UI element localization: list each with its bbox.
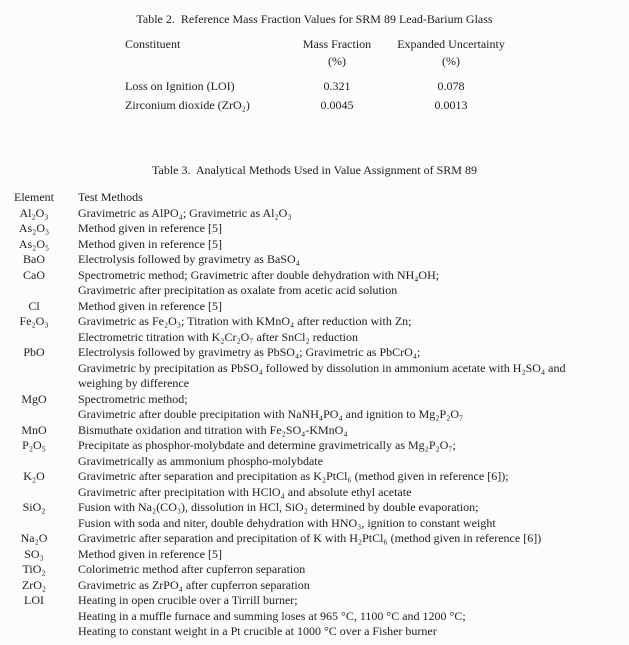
test-method-line: Heating to constant weight in a Pt crucible at 1000 °C over a Fisher burner (78, 624, 437, 638)
test-methods-cell (78, 206, 629, 222)
table2-row-constituent: Loss on Ignition (LOI) (125, 79, 235, 93)
element-symbol: As₂O₅ (18, 236, 50, 251)
test-methods-cell (78, 221, 629, 237)
test-methods-cell (78, 345, 629, 392)
test-method-line: Gravimetric after precipitation as oxalate from acetic acid solution (78, 283, 398, 297)
test-method-line: Gravimetric as Fe₂O₃; Titration with KMnO₄ after reduction with Zn; (78, 314, 412, 328)
test-methods-cell (78, 562, 629, 578)
test-methods-cell (78, 299, 629, 315)
element-symbol: BaO (23, 252, 45, 266)
test-methods-cell (78, 547, 629, 563)
test-methods-cell (78, 423, 629, 439)
table2-unit-blank (125, 53, 282, 70)
table3-column-header-test-methods: Test Methods (78, 190, 143, 204)
element-symbol: As₂O₃ (18, 221, 50, 235)
test-method-line: Gravimetric as ZrPO₄ after cupferron separation (78, 577, 310, 592)
element-symbol: P₂O₅ (22, 438, 46, 452)
test-method-line: Gravimetric after separation and precipitation as K₂PtCl₆ (method given in reference [6]); (78, 469, 509, 483)
table2-column-header-constituent: Constituent (125, 37, 181, 51)
table2-row-constituent: Zirconium dioxide (ZrO₂) (125, 98, 250, 112)
test-methods-cell (78, 438, 629, 469)
element-symbol: LOI (24, 593, 44, 607)
table2-unit-mass-fraction: (%) (328, 54, 346, 68)
element-symbol: Al₂O₃ (19, 205, 49, 220)
test-method-line: Fusion with soda and niter, double dehydration with HNO₃, ignition to constant weight (78, 515, 496, 530)
table2-title: Table 2. Reference Mass Fraction Values for SRM 89 Lead-Barium Glass (136, 12, 493, 26)
test-method-line: Gravimetric after double precipitation with NaNH₄PO₄ and ignition to Mg₂P₂O₇ (78, 407, 464, 421)
element-symbol: K₂O (23, 469, 45, 483)
test-methods-cell (78, 531, 629, 547)
element-symbol: SiO₂ (22, 500, 46, 514)
test-methods-cell (78, 392, 629, 423)
element-symbol: PbO (23, 345, 45, 359)
table2-unit-expanded-uncertainty: (%) (442, 54, 460, 68)
test-method-line: Method given in reference [5] (78, 236, 222, 251)
test-method-line: Gravimetric after precipitation with HClO₄ and absolute ethyl acetate (78, 484, 412, 499)
test-methods-cell (78, 268, 629, 299)
test-method-line: Gravimetric after separation and precipitation of K with H₂PtCl₆ (method given in reference [6]) (78, 531, 542, 545)
element-symbol: CaO (23, 267, 45, 282)
element-symbol: Na₂O (20, 531, 48, 545)
element-symbol: SO₃ (24, 546, 44, 561)
test-method-line: Method given in reference [5] (78, 221, 222, 235)
test-method-line: Heating in a muffle furnace and summing loses at 965 °C, 1100 °C and 1200 °C; (78, 608, 466, 623)
table2-row-expanded-uncertainty: 0.0013 (434, 98, 468, 112)
test-methods-cell (78, 593, 629, 640)
element-symbol: TiO₂ (22, 562, 46, 576)
test-methods-cell (78, 500, 629, 531)
test-methods-cell (78, 252, 629, 268)
table2-row-mass-fraction: 0.321 (323, 79, 351, 93)
table2-column-header-expanded-uncertainty: Expanded Uncertainty (397, 37, 505, 51)
table3-analytical-methods (0, 190, 629, 640)
element-symbol: MnO (21, 422, 47, 437)
test-method-line: weighing by difference (78, 376, 190, 390)
test-method-line: Gravimetric by precipitation as PbSO₄ followed by dissolution in ammonium acetate with H₂SO₄ and (78, 360, 566, 375)
test-methods-cell (78, 314, 629, 345)
table2-row-expanded-uncertainty: 0.078 (437, 79, 465, 93)
test-method-line: Gravimetric as AlPO₄; Gravimetric as Al₂O₃ (78, 205, 292, 220)
table2-spacer (125, 70, 510, 77)
table2-row-mass-fraction: 0.0045 (320, 98, 354, 112)
element-symbol: Fe₂O₃ (19, 314, 49, 328)
test-method-line: Bismuthate oxidation and titration with Fe₂SO₄-KMnO₄ (78, 422, 348, 437)
test-method-line: Method given in reference [5] (78, 546, 222, 561)
test-methods-cell (78, 578, 629, 594)
table2-reference-values (125, 36, 510, 115)
test-method-line: Electrolysis followed by gravimetry as PbSO₄; Gravimetric as PbCrO₄; (78, 345, 421, 359)
element-symbol: Cl (28, 298, 40, 313)
test-method-line: Spectrometric method; (78, 391, 188, 406)
element-symbol: MgO (21, 391, 47, 406)
table3-column-header-element: Element (14, 190, 54, 204)
test-methods-cell (78, 237, 629, 253)
test-method-line: Colorimetric method after cupferron separation (78, 562, 306, 576)
test-method-line: Electrolysis followed by gravimetry as BaSO₄ (78, 252, 300, 266)
table2-column-header-mass-fraction: Mass Fraction (302, 37, 372, 51)
test-method-line: Fusion with Na₂(CO₃), dissolution in HCl, SiO₂ determined by double evaporation; (78, 500, 479, 514)
test-method-line: Method given in reference [5] (78, 298, 222, 313)
test-methods-cell (78, 469, 629, 500)
test-method-line: Precipitate as phosphor-molybdate and determine gravimetrically as Mg₂P₂O₇; (78, 438, 456, 452)
test-method-line: Electrometric titration with K₂Cr₂O₇ after SnCl₂ reduction (78, 329, 358, 344)
element-symbol: ZrO₂ (21, 577, 47, 592)
test-method-line: Spectrometric method; Gravimetric after double dehydration with NH₄OH; (78, 267, 440, 282)
test-method-line: Gravimetrically as ammonium phospho-molybdate (78, 453, 323, 468)
test-method-line: Heating in open crucible over a Tirrill burner; (78, 593, 298, 607)
table3-title: Table 3. Analytical Methods Used in Value Assignment of SRM 89 (152, 163, 477, 177)
